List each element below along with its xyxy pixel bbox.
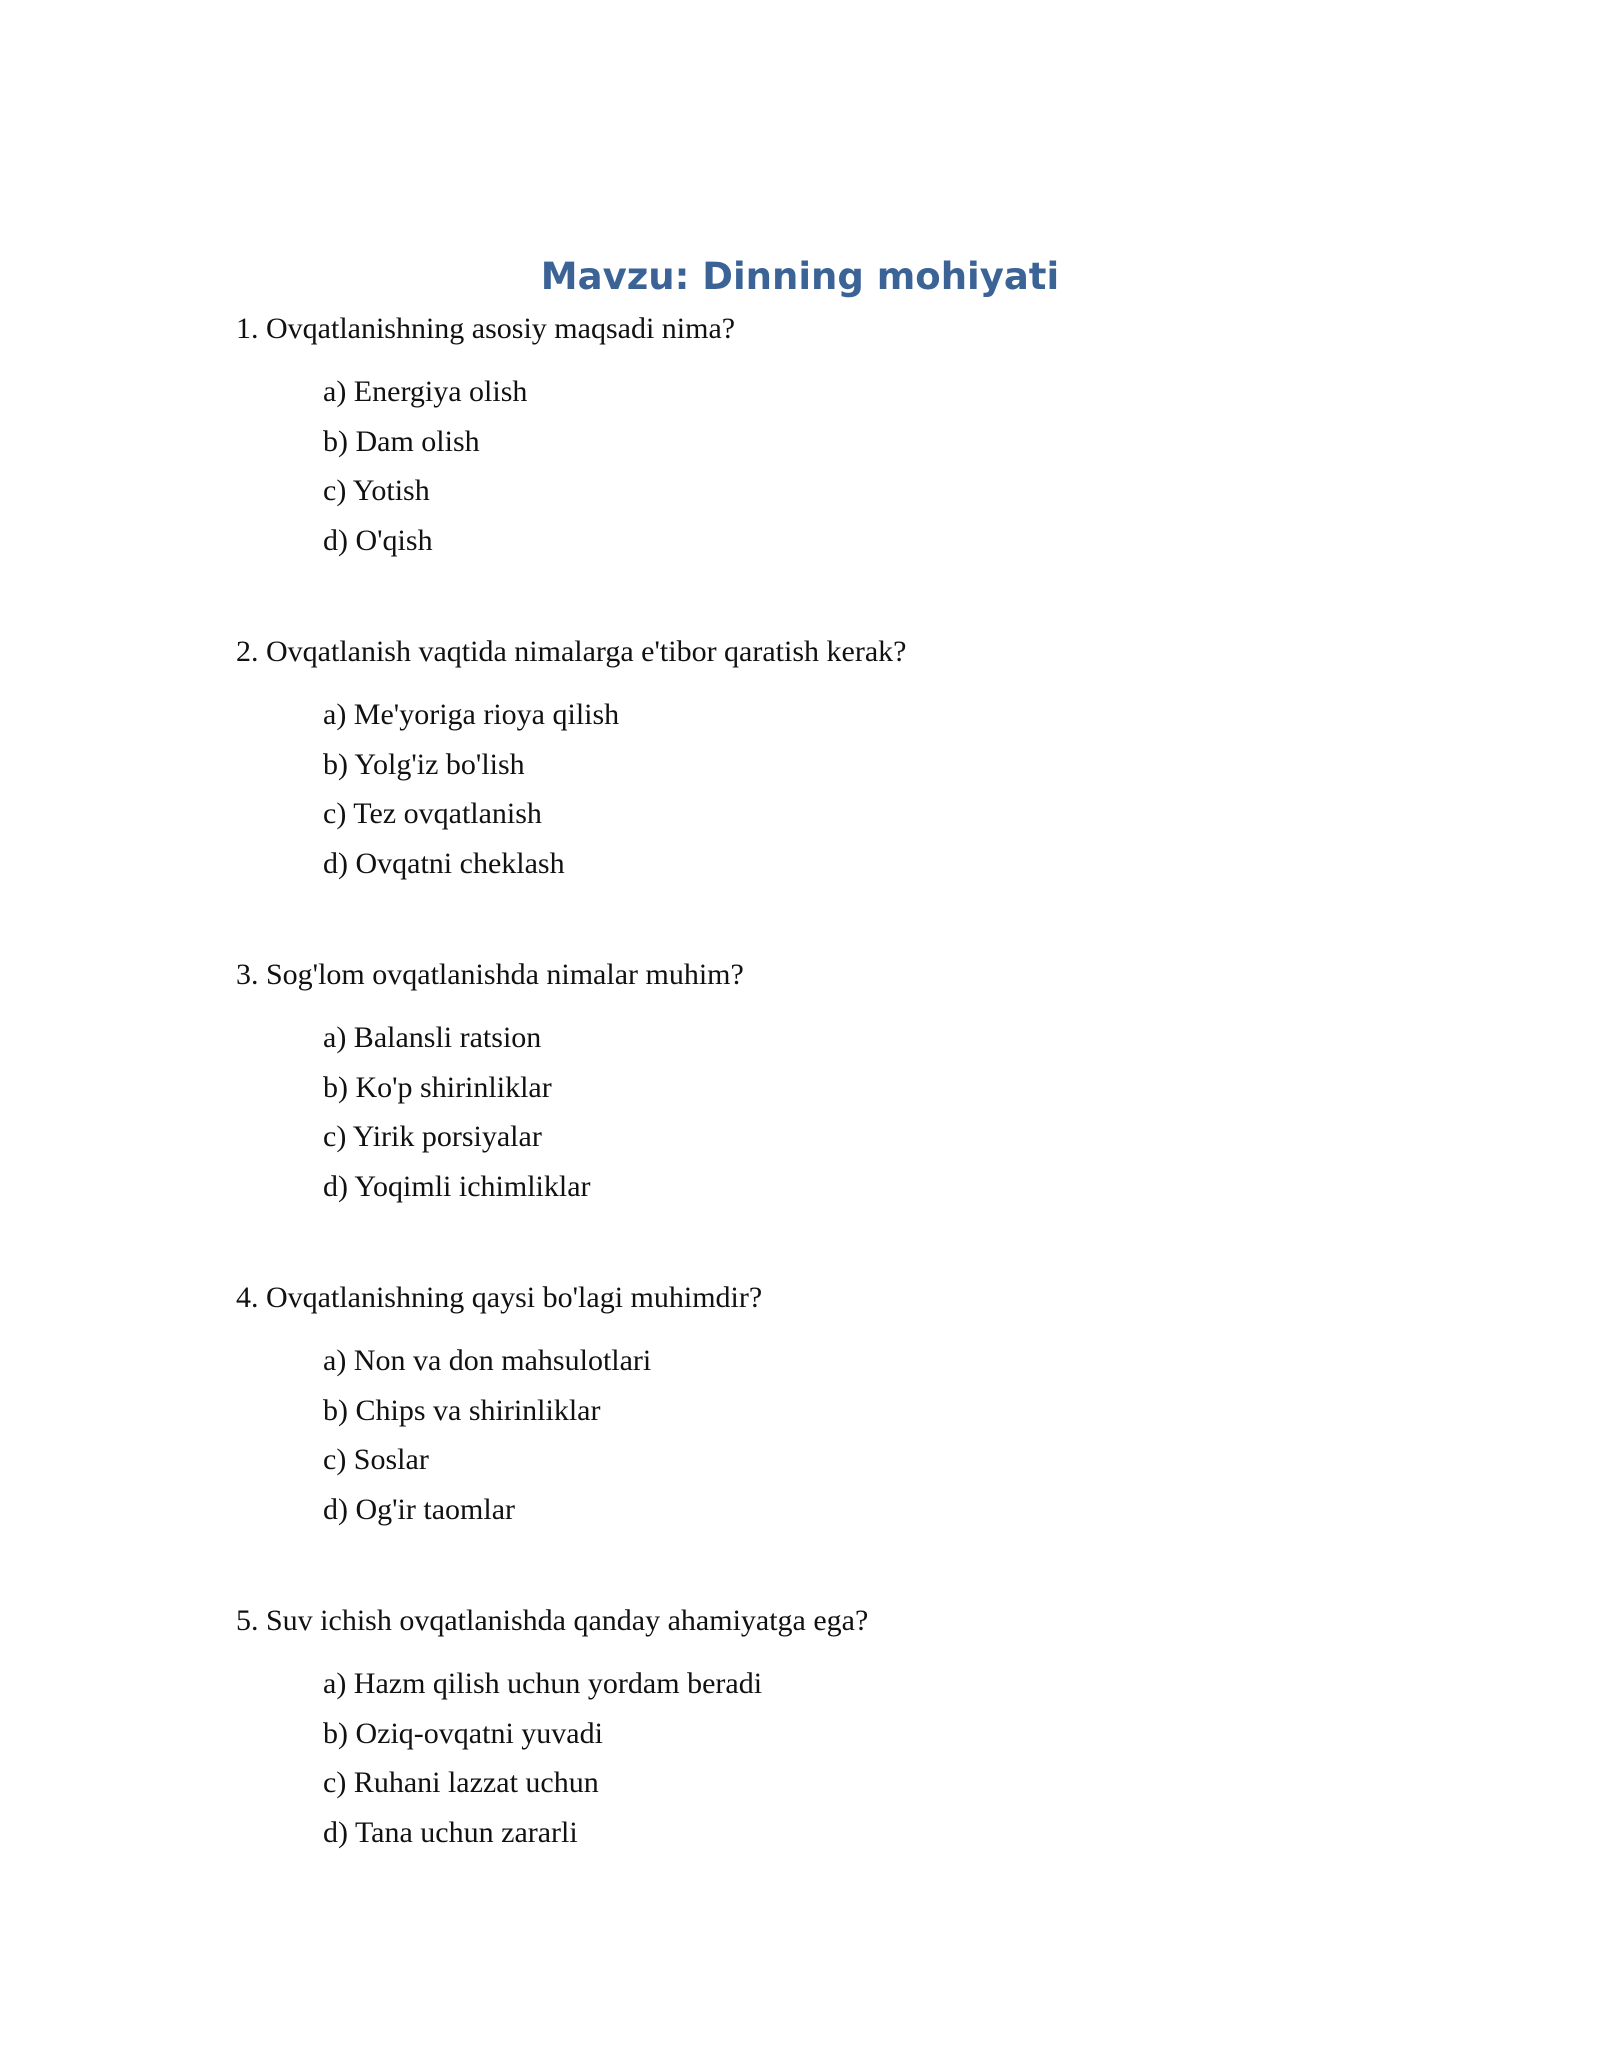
answer-option-d: d) Og'ir taomlar [323, 1492, 516, 1526]
document-title: Mavzu: Dinning mohiyati [540, 255, 1060, 298]
question-text: 1. Ovqatlanishning asosiy maqsadi nima? [236, 312, 736, 345]
answer-option-b: b) Yolg'iz bo'lish [323, 747, 525, 781]
answer-options [236, 1659, 1436, 1857]
answer-options [236, 367, 1436, 565]
question-text: 5. Suv ichish ovqatlanishda qanday ahamiyatga ega? [236, 1604, 869, 1637]
question-2 [236, 632, 1436, 888]
answer-option-d: d) Ovqatni cheklash [323, 846, 565, 880]
answer-options [236, 1013, 1436, 1211]
answer-option-a: a) Energiya olish [323, 375, 528, 408]
answer-option-c: c) Yirik porsiyalar [323, 1120, 542, 1153]
question-4 [236, 1278, 1436, 1534]
answer-option-b: b) Ko'p shirinliklar [323, 1070, 552, 1104]
question-3 [236, 955, 1436, 1211]
question-5 [236, 1601, 1436, 1857]
question-text: 2. Ovqatlanish vaqtida nimalarga e'tibor qaratish kerak? [236, 635, 907, 668]
question-1 [236, 309, 1436, 565]
answer-option-d: d) Yoqimli ichimliklar [323, 1169, 591, 1203]
question-text: 4. Ovqatlanishning qaysi bo'lagi muhimdir? [236, 1281, 763, 1314]
answer-option-c: c) Ruhani lazzat uchun [323, 1766, 599, 1799]
answer-option-c: c) Soslar [323, 1443, 429, 1476]
answer-option-a: a) Balansli ratsion [323, 1021, 542, 1054]
answer-option-a: a) Hazm qilish uchun yordam beradi [323, 1667, 763, 1700]
answer-options [236, 690, 1436, 888]
answer-option-a: a) Me'yoriga rioya qilish [323, 698, 620, 731]
answer-option-d: d) O'qish [323, 523, 433, 557]
answer-option-a: a) Non va don mahsulotlari [323, 1344, 652, 1377]
question-text: 3. Sog'lom ovqatlanishda nimalar muhim? [236, 958, 744, 991]
answer-option-b: b) Oziq-ovqatni yuvadi [323, 1716, 603, 1750]
answer-option-b: b) Dam olish [323, 424, 480, 458]
answer-option-d: d) Tana uchun zararli [323, 1815, 578, 1849]
answer-option-c: c) Yotish [323, 474, 430, 507]
answer-option-c: c) Tez ovqatlanish [323, 797, 542, 830]
answer-options [236, 1336, 1436, 1534]
answer-option-b: b) Chips va shirinliklar [323, 1393, 601, 1427]
